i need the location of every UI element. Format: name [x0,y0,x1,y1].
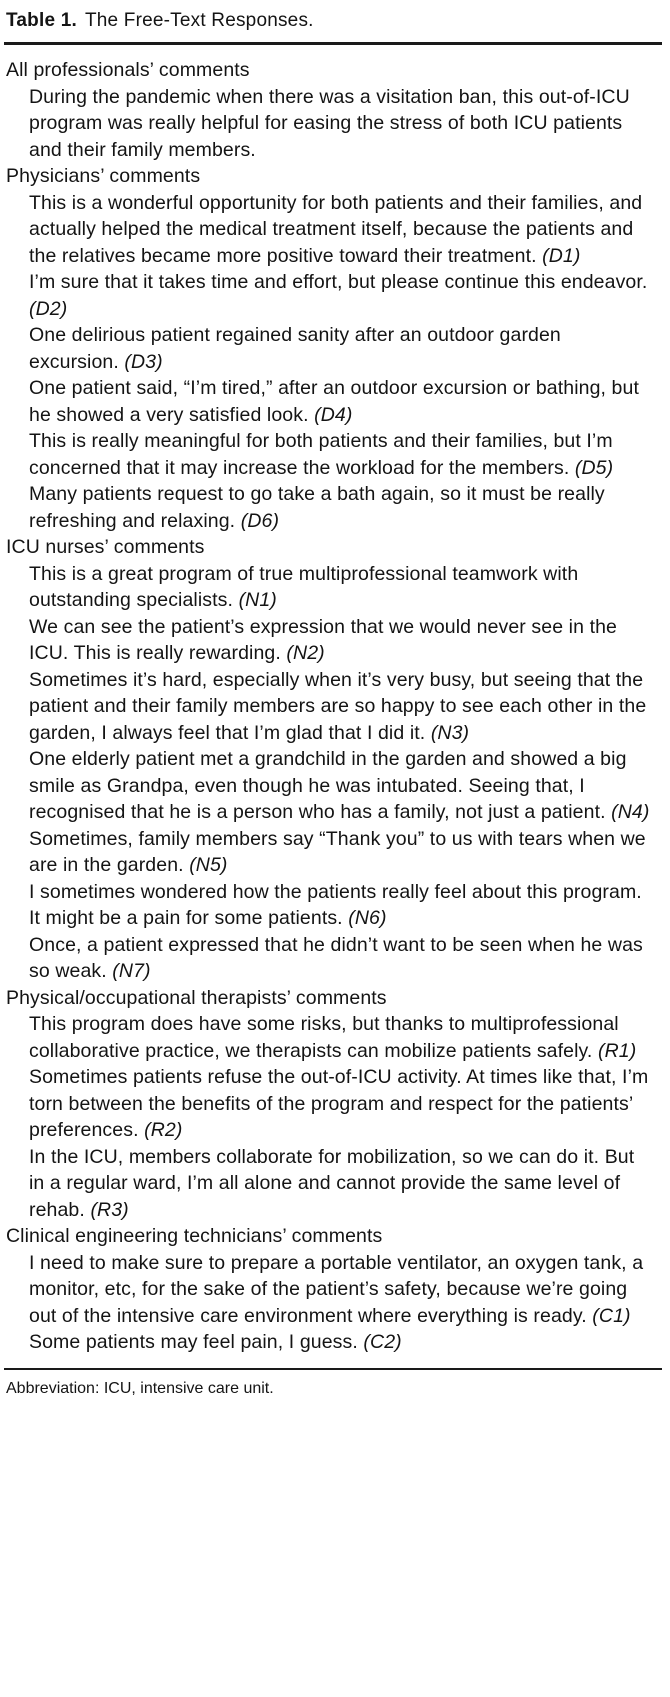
comment-body: One elderly patient met a grandchild in the garden and showed a big smile as Grandpa, even though he was intubated. Seeing that, I recognised that he is a person who has a family, not just a patient. [29,748,627,823]
comment-code: (R1) [597,1039,637,1062]
comment-group-header: Clinical engineering technicians’ comments [6,1225,383,1247]
comment-body: One patient said, “I’m tired,” after an outdoor excursion or bathing, but he showed a very satisfied look. [29,377,639,426]
comment-group-header: Physical/occupational therapists’ comments [6,986,387,1009]
comment-code: (D3) [124,350,163,373]
comment-body: This program does have some risks, but thanks to multiprofessional collaborative practice, we therapists can mobilize patients safely. [29,1013,619,1062]
comment-code: (C1) [592,1304,631,1327]
comment-text [29,932,652,985]
comment-code: (D6) [240,509,280,532]
comment-code: (R3) [90,1198,129,1221]
comment-code: (N3) [430,721,470,744]
top-rule [4,42,662,45]
comment-text [29,1011,652,1064]
comment-text [29,190,652,270]
comment-body: I sometimes wondered how the patients really feel about this program. It might be a pain for some patients. [29,880,642,929]
comment-text [29,614,652,667]
comment-text [29,1329,652,1356]
comment-code: (D5) [574,456,614,479]
comment-text [29,1144,652,1224]
comment-body: This is a great program of true multiprofessional teamwork with outstanding specialists. [29,562,579,611]
footnote: Abbreviation: ICU, intensive care unit. [6,1379,274,1397]
comment-body: We can see the patient’s expression that we would never see in the ICU. This is really rewarding. [29,615,617,664]
comment-body: In the ICU, members collaborate for mobilization, so we can do it. But in a regular ward, I’m all alone and cannot provide the same level of rehab. [29,1145,635,1221]
comment-code: (N1) [238,589,277,611]
comment-text [29,322,652,375]
comment-body: Sometimes, family members say “Thank you” to us with tears when we are in the garden. [29,827,646,876]
comment-body: This is really meaningful for both patients and their families, but I’m concerned that it may increase the workload for the members. [29,430,613,479]
comment-body: During the pandemic when there was a visitation ban, this out-of-ICU program was really helpful for easing the stress of both ICU patients and their family members. [29,85,630,161]
comment-code: (N6) [348,907,387,929]
comment-body: I need to make sure to prepare a portable ventilator, an oxygen tank, a monitor, etc, for the sake of the patient’s safety, because we’re going out of the intensive care environment where everything is ready. [29,1251,644,1327]
comment-code: (R2) [144,1119,183,1141]
comment-group-header: ICU nurses’ comments [6,536,205,558]
comment-text [29,826,652,879]
comment-code: (N4) [611,801,650,823]
comment-text [29,428,652,481]
table-label: Table 1. [6,10,77,31]
comment-body: Some patients may feel pain, I guess. [29,1331,358,1353]
comment-code: (D4) [314,403,353,426]
comment-code: (D1) [542,244,581,267]
table-body [4,49,662,1362]
comment-text [29,879,652,932]
comment-body: Many patients request to go take a bath again, so it must be really refreshing and relaxing. [29,483,605,532]
comment-body: This is a wonderful opportunity for both patients and their families, and actually helped the medical treatment itself, because the patients and the relatives became more positive toward their treatment. [29,191,643,267]
comment-code: (N7) [112,960,151,982]
comment-body: Sometimes it’s hard, especially when it’s very busy, but seeing that the patient and their family members are so happy to see each other in the garden, I always feel that I’m glad that I did it. [29,668,647,744]
comment-text [29,1064,652,1144]
comment-body: Once, a patient expressed that he didn’t want to be seen when he was so weak. [29,933,643,982]
comment-code: (D2) [29,297,68,320]
table-title: The Free-Text Responses. [84,10,314,31]
comment-text [29,1250,652,1330]
comment-group-header: All professionals’ comments [6,59,250,81]
comment-code: (N5) [189,854,228,876]
comment-group-header: Physicians’ comments [6,165,201,187]
comment-body: Sometimes patients refuse the out-of-ICU activity. At times like that, I’m torn between the benefits of the program and respect for the patients’ preferences. [29,1066,649,1141]
comment-text [29,481,652,534]
comment-body: I’m sure that it takes time and effort, but please continue this endeavor. [29,271,648,293]
comment-code: (N2) [286,642,325,664]
table-caption [4,6,662,42]
comment-code: (C2) [363,1331,402,1353]
comment-text [29,561,652,614]
comment-text [29,269,652,322]
comment-text [29,667,652,747]
comment-text [29,375,652,428]
comment-text [29,84,652,164]
comment-text [29,746,652,826]
comment-body: One delirious patient regained sanity after an outdoor garden excursion. [29,324,561,373]
